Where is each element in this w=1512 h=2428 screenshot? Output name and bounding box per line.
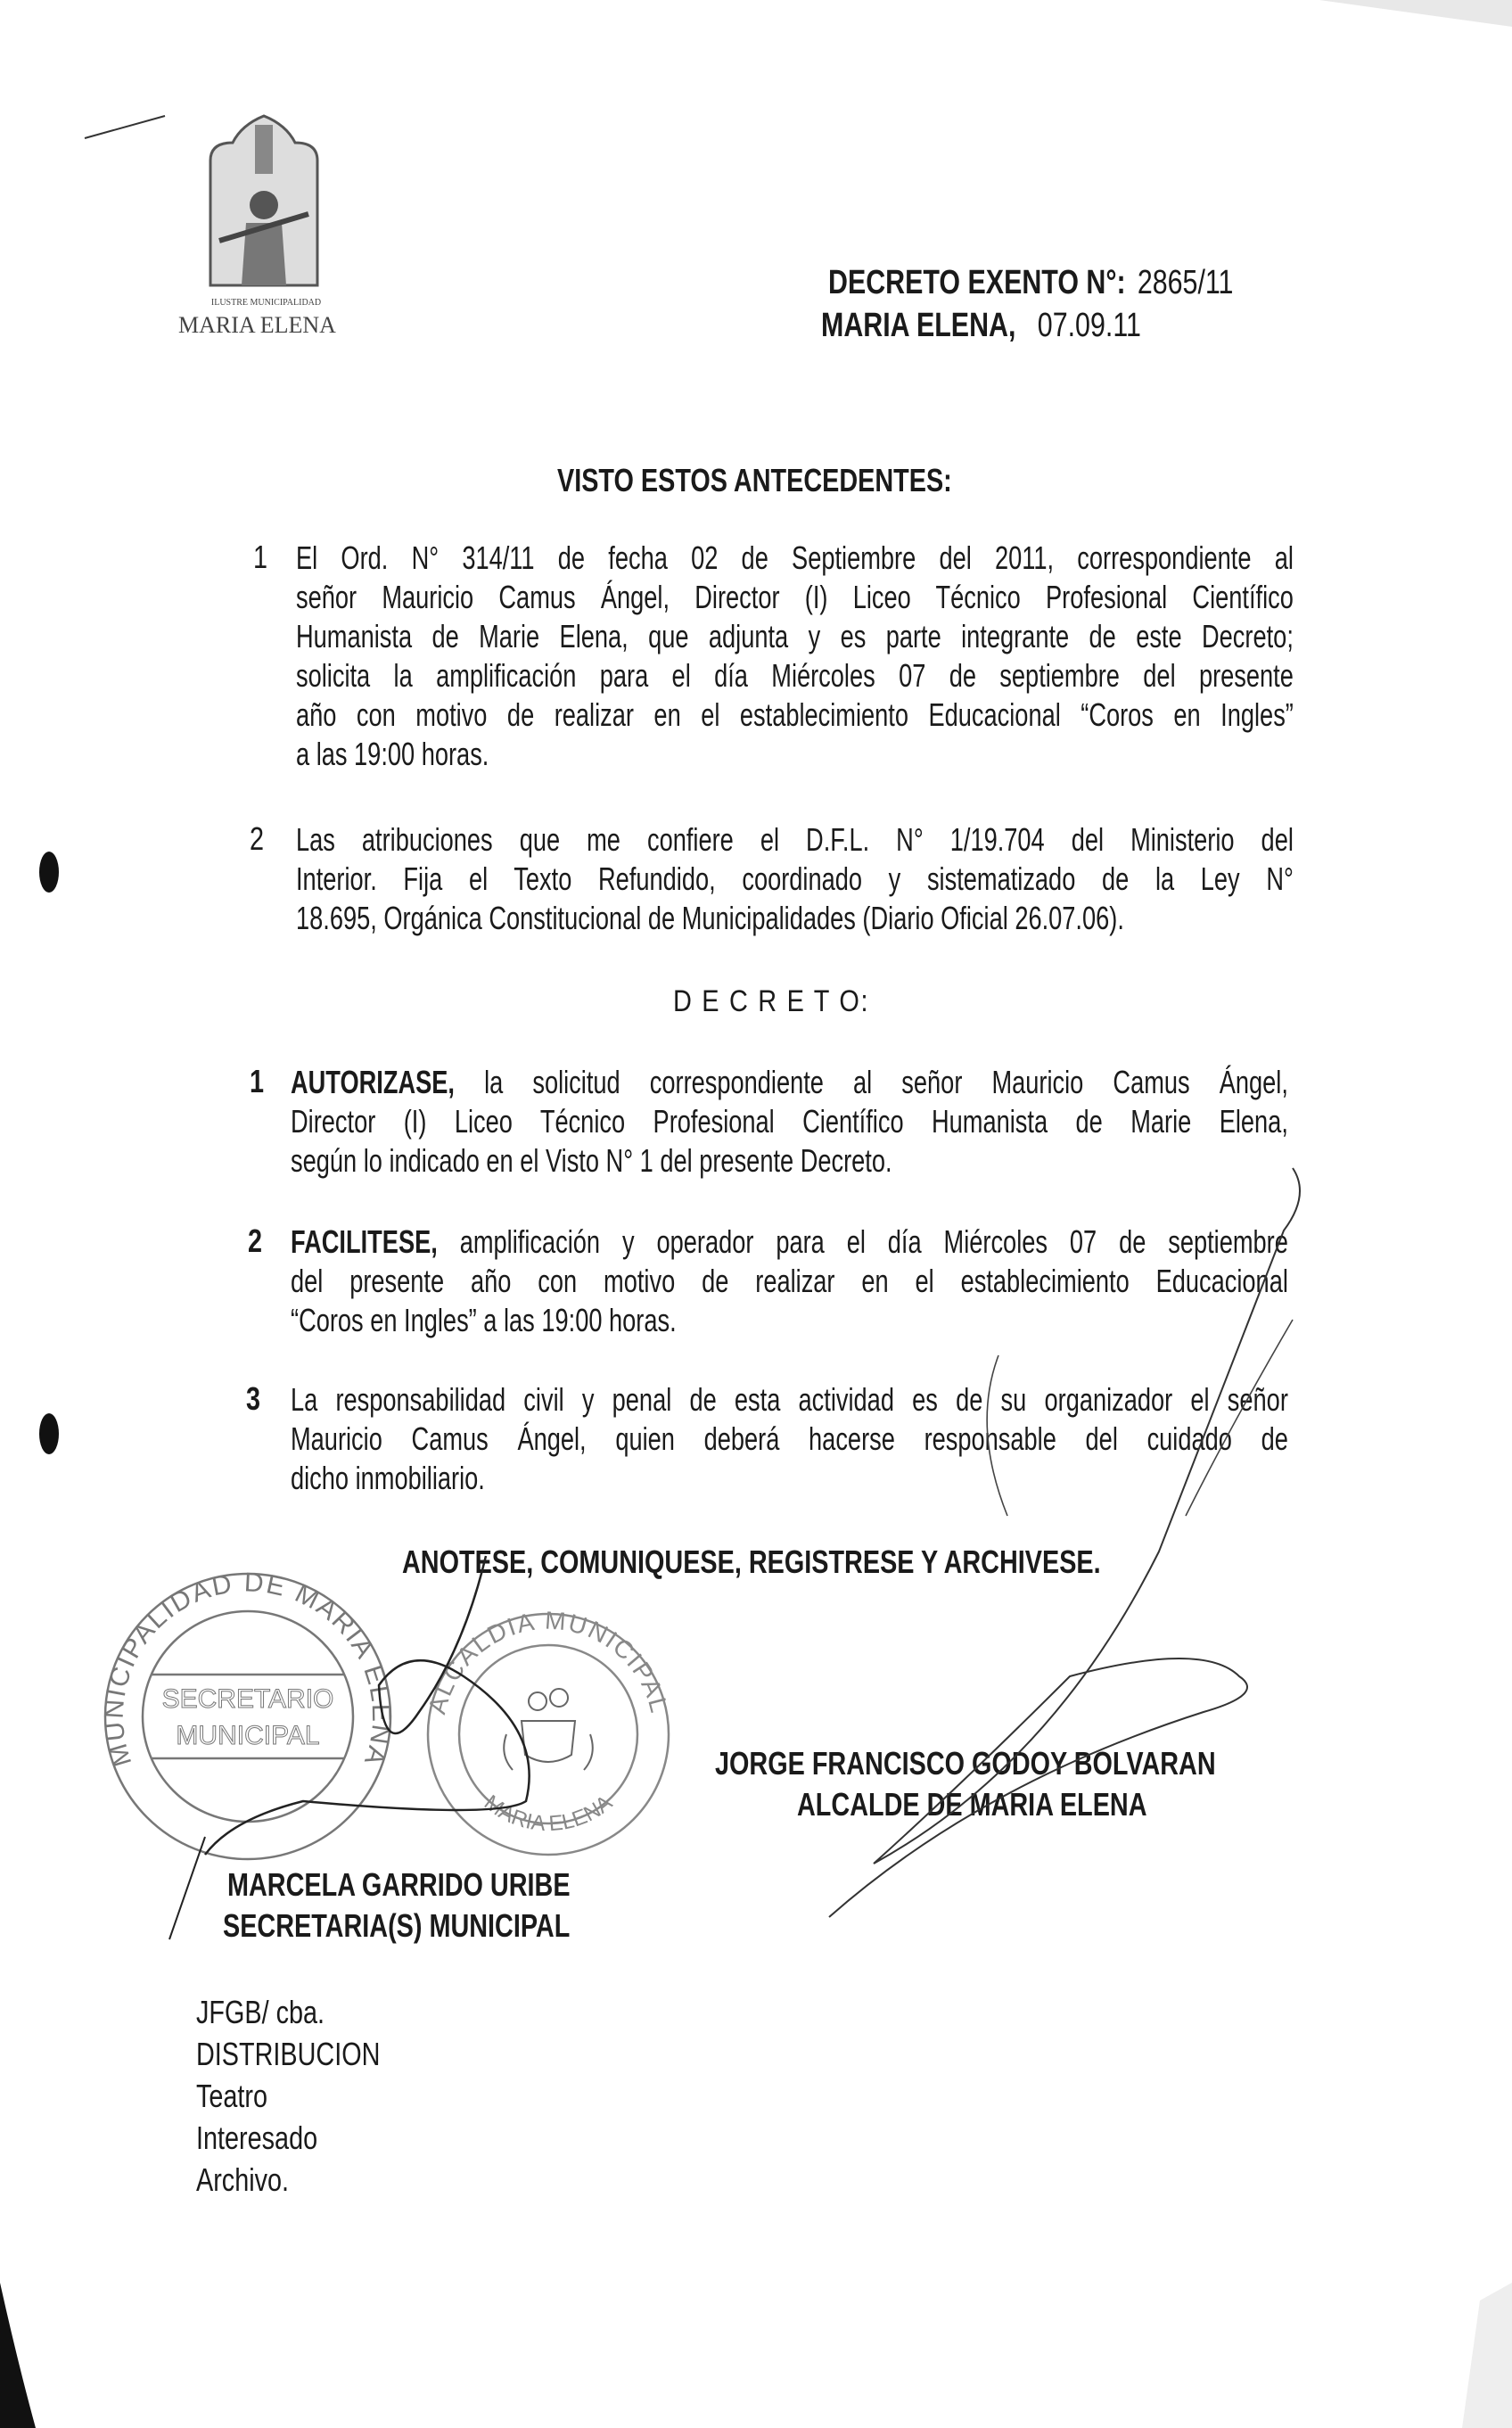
text-line: año con motivo de realizar en el establecimiento Educacional “Coros en Ingles” [296,696,1294,733]
decreto-title: D E C R E T O: [673,984,870,1018]
decree-date: 07.09.11 [1037,307,1141,344]
text-line: La responsabilidad civil y penal de esta actividad es de su organizador el señor [291,1381,1288,1418]
distribution-item: Teatro [196,2078,268,2114]
initials: JFGB/ cba. [196,1994,325,2030]
secretary-stamp-line2: MUNICIPAL [176,1721,320,1750]
visto-item-number: 2 [250,820,265,857]
decreto-item-number: 1 [250,1063,265,1099]
decreto-item-number: 2 [248,1222,263,1259]
visto-title: VISTO ESTOS ANTECEDENTES: [557,462,952,498]
mayor-stamp-bottom: MARIA ELENA [480,1790,617,1837]
distribution-block [196,1991,380,2201]
text-line: 18.695, Orgánica Constitucional de Municipalidades (Diario Oficial 26.07.06). [296,900,1124,936]
text-line: a las 19:00 horas. [296,736,489,772]
distribution-label: DISTRIBUCION [196,2036,381,2072]
logo-small-text: ILUSTRE MUNICIPALIDAD [210,298,322,308]
item-text: la solicitud correspondiente al señor Mauricio Camus Ángel, [454,1064,1288,1100]
item-lead: FACILITESE, [291,1223,438,1260]
mayor-stamp-top: ALCALDIA MUNICIPAL [423,1606,674,1717]
item-text: amplificación y operador para el día Miércoles 07 de septiembre [437,1223,1288,1260]
closing-formula: ANOTESE, COMUNIQUESE, REGISTRESE Y ARCHIVESE. [402,1543,1101,1580]
text-line: Mauricio Camus Ángel, quien deberá hacerse responsable del cuidado de [291,1420,1288,1457]
text-line: solicita la amplificación para el día Miércoles 07 de septiembre del presente [296,657,1294,694]
text-line: Director (I) Liceo Técnico Profesional Científico Humanista de Marie Elena, [291,1103,1288,1140]
text-line: Interior. Fija el Texto Refundido, coordinado y sistematizado de la Ley N° [296,860,1294,897]
distribution-item: Archivo. [196,2161,290,2198]
logo-name: MARIA ELENA [178,312,336,338]
secretary-name: MARCELA GARRIDO URIBE [227,1866,571,1903]
text-line: señor Mauricio Camus Ángel, Director (I) Liceo Técnico Profesional Científico [296,579,1294,615]
place-label: MARIA ELENA, [821,307,1016,344]
text-line: El Ord. N° 314/11 de fecha 02 de Septiembre del 2011, correspondiente al [296,539,1294,576]
text-line: dicho inmobiliario. [291,1460,485,1496]
secretary-title: SECRETARIA(S) MUNICIPAL [223,1907,571,1944]
item-lead: AUTORIZASE, [291,1064,455,1100]
text-line: Las atribuciones que me confiere el D.F.L. N° 1/19.704 del Ministerio del [296,821,1294,858]
secretary-stamp-line1: SECRETARIO [161,1684,334,1714]
text-line: Humanista de Marie Elena, que adjunta y es parte integrante de este Decreto; [296,618,1294,654]
text-line: del presente año con motivo de realizar en el establecimiento Educacional [291,1263,1288,1299]
decreto-item-number: 3 [246,1380,261,1417]
text-line: “Coros en Ingles” a las 19:00 horas. [291,1302,677,1338]
secretary-stamp-ring: MUNICIPALIDAD DE MARIA ELENA [99,1568,397,1771]
mayor-name: JORGE FRANCISCO GODOY BOLVARAN [715,1745,1216,1782]
mayor-title: ALCALDE DE MARIA ELENA [797,1786,1147,1823]
distribution-item: Interesado [196,2119,318,2156]
text-line: según lo indicado en el Visto N° 1 del presente Decreto. [291,1142,892,1179]
visto-item-number: 1 [253,539,268,575]
decree-label: DECRETO EXENTO N°: [828,264,1126,301]
decree-number: 2865/11 [1137,264,1234,301]
